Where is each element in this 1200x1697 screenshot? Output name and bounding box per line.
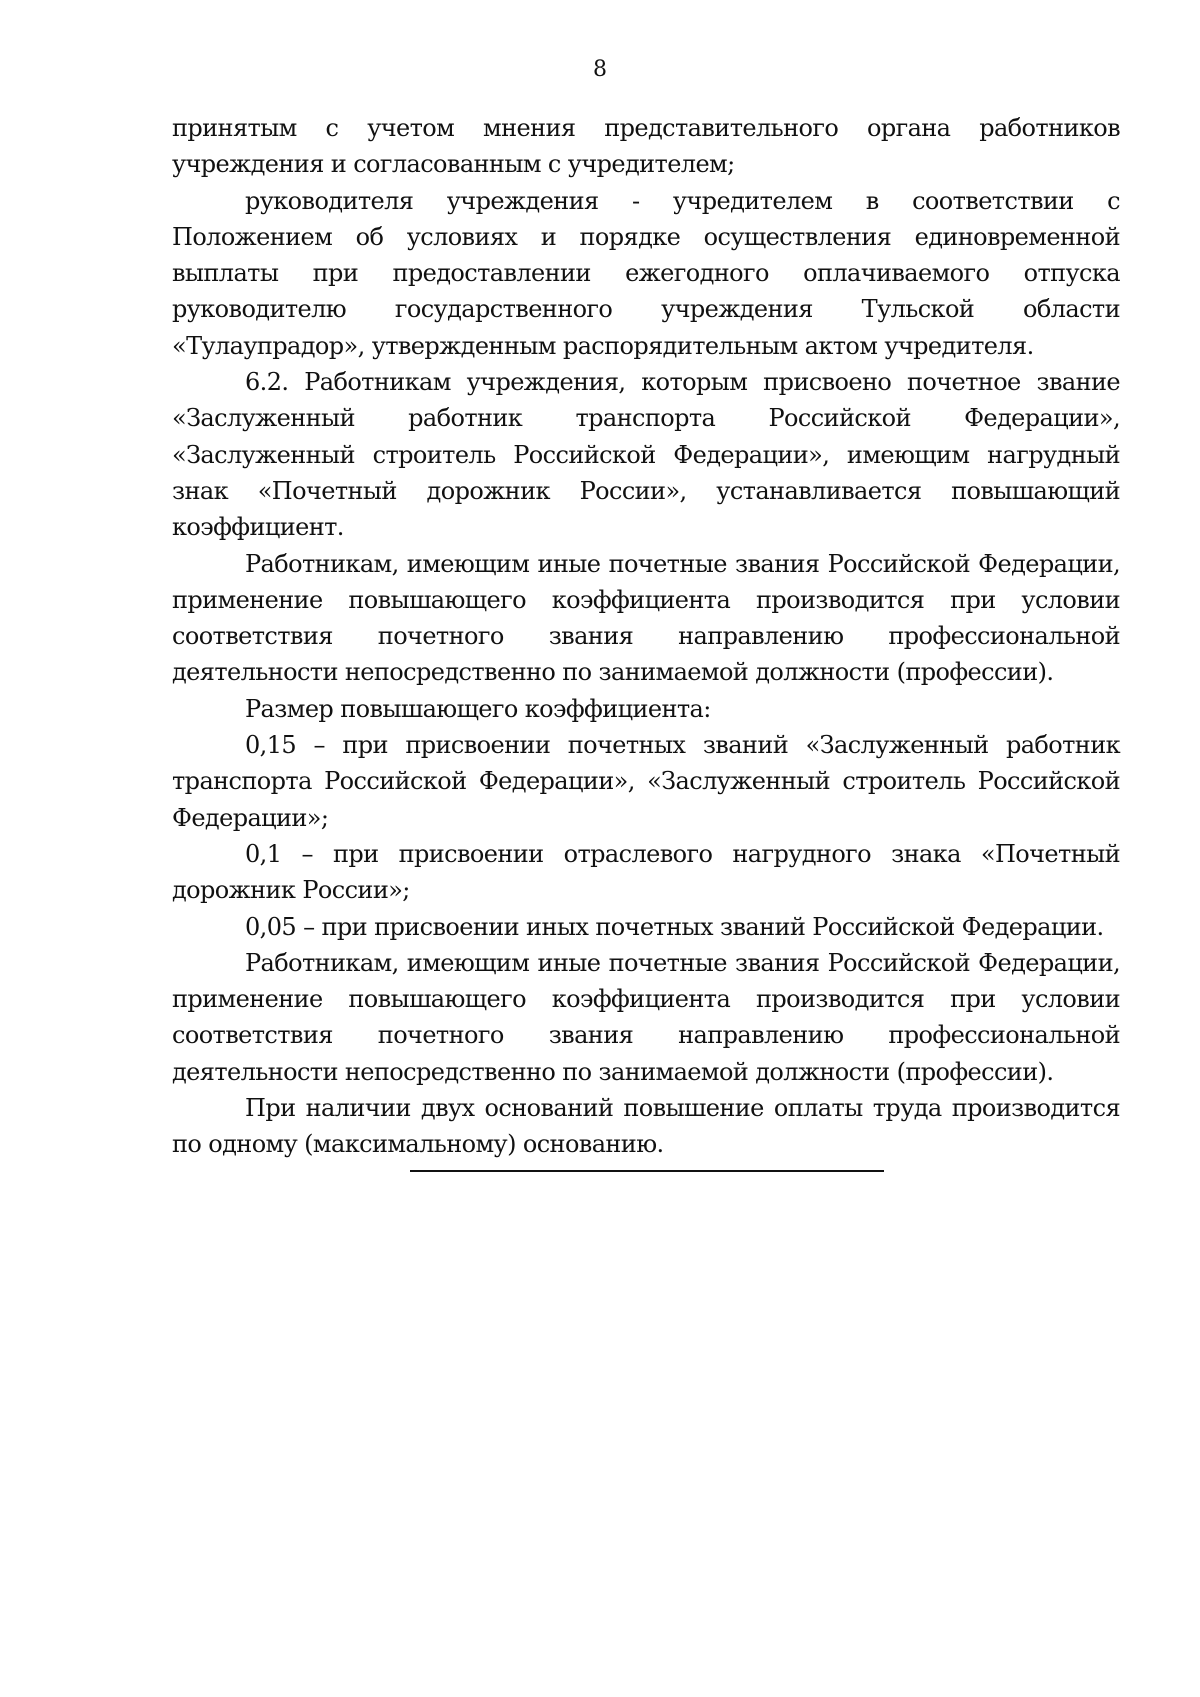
paragraph-coefficient-005: 0,05 – при присвоении иных почетных званий Российской Федерации. — [245, 912, 1104, 941]
paragraph-coefficient-size: Размер повышающего коэффициента: — [245, 694, 711, 723]
document-body — [172, 110, 1120, 1163]
paragraph-head-of-institution: руководителя учреждения - учредителем в соответствии с Положением об условиях и порядке осуществления единовременной выплаты при предоставлении ежегодного оплачиваемого отпуска руководителю государственного учреждения Тульской области «Тулаупрадор», утвержденным распорядительным актом учредителя. — [172, 186, 1120, 360]
paragraph-other-titles: Работникам, имеющим иные почетные звания Российской Федерации, применение повышающего коэффициента производится при условии соответствия почетного звания направлению профессиональной деятельности непосредственно по занимаемой должности (профессии). — [172, 549, 1120, 687]
paragraph-coefficient-01: 0,1 – при присвоении отраслевого нагрудного знака «Почетный дорожник России»; — [172, 839, 1120, 905]
paragraph-section-6-2: 6.2. Работникам учреждения, которым присвоено почетное звание «Заслуженный работник транспорта Российской Федерации», «Заслуженный строитель Российской Федерации», имеющим нагрудный знак «Почетный дорожник России», устанавливается повышающий коэффициент. — [172, 368, 1120, 542]
paragraph-other-titles-repeat: Работникам, имеющим иные почетные звания Российской Федерации, применение повышающего коэффициента производится при условии соответствия почетного звания направлению профессиональной деятельности непосредственно по занимаемой должности (профессии). — [172, 948, 1120, 1086]
paragraph-approval: принятым с учетом мнения представительного органа работников учреждения и согласованным с учредителем; — [172, 114, 1120, 179]
paragraph-two-grounds: При наличии двух оснований повышение оплаты труда производится по одному (максимальному) основанию. — [172, 1094, 1120, 1159]
page-number: 8 — [593, 57, 607, 82]
end-of-document-rule — [410, 1170, 884, 1172]
paragraph-coefficient-015: 0,15 – при присвоении почетных званий «Заслуженный работник транспорта Российской Федерации», «Заслуженный строитель Российской Федерации»; — [172, 731, 1120, 832]
